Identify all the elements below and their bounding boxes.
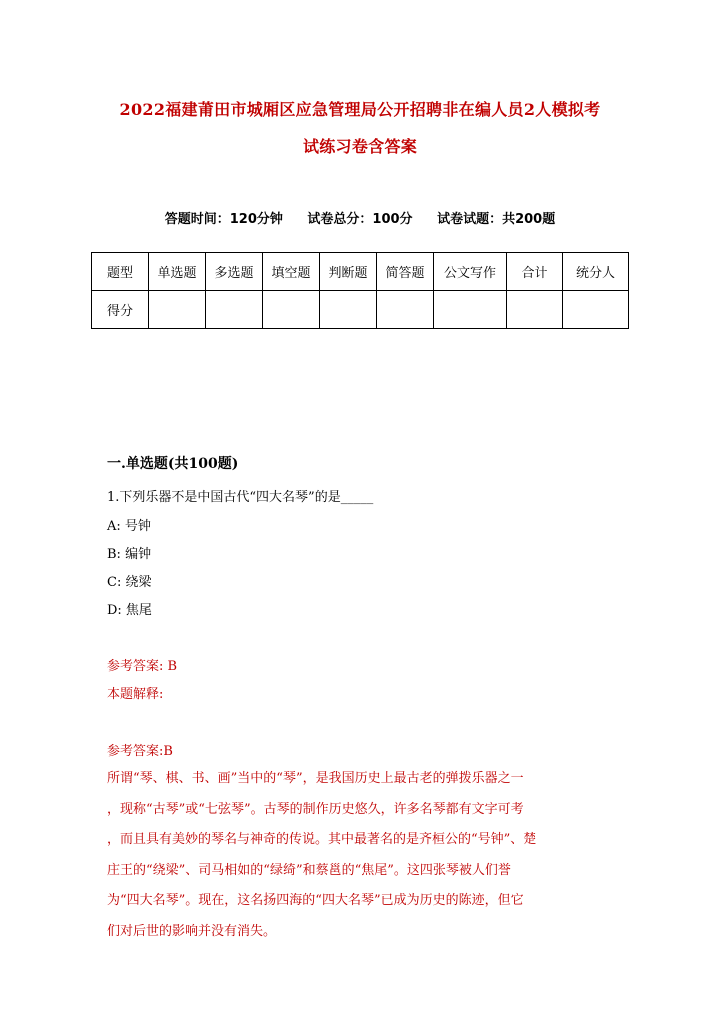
- explanation-answer: 参考答案:B: [107, 744, 173, 759]
- explanation-text: [107, 764, 617, 947]
- option-b: B: 编钟: [107, 547, 152, 562]
- table-header-cell: 填空题: [263, 253, 320, 291]
- section-heading: 一.单选题(共100题): [107, 456, 239, 472]
- table-header-cell: 多选题: [206, 253, 263, 291]
- table-header-cell: 合计: [507, 253, 563, 291]
- score-cell: [377, 291, 434, 329]
- page-title-line-2: 试练习卷含答案: [302, 137, 418, 156]
- table-row-label: 得分: [92, 291, 149, 329]
- table-header-cell: 题型: [92, 253, 149, 291]
- page-title-line-1: 2022福建莆田市城厢区应急管理局公开招聘非在编人员2人模拟考: [119, 100, 601, 119]
- table-header-cell: 统分人: [563, 253, 629, 291]
- explanation-line: 为“四大名琴”。现在，这名扬四海的“四大名琴”已成为历史的陈迹，但它: [107, 893, 524, 908]
- exam-total-questions: 试卷试题：共200题: [437, 212, 556, 227]
- explanation-label: 本题解释:: [107, 687, 164, 702]
- option-d: D: 焦尾: [107, 603, 152, 618]
- score-cell: [507, 291, 563, 329]
- score-cell: [206, 291, 263, 329]
- option-a: A: 号钟: [107, 519, 151, 534]
- table-header-cell: 简答题: [377, 253, 434, 291]
- score-cell: [563, 291, 629, 329]
- score-cell: [149, 291, 206, 329]
- question-text: 1.下列乐器不是中国古代“四大名琴”的是_____: [107, 490, 374, 505]
- score-cell: [434, 291, 507, 329]
- exam-info: [0, 208, 720, 227]
- table-header-cell: 单选题: [149, 253, 206, 291]
- reference-answer: 参考答案: B: [107, 659, 178, 674]
- table-header-cell: 判断题: [320, 253, 377, 291]
- option-c: C: 绕梁: [107, 575, 152, 590]
- score-table: [91, 252, 629, 329]
- exam-time: 答题时间：120分钟: [164, 212, 283, 227]
- exam-total-score: 试卷总分：100分: [307, 212, 413, 227]
- explanation-line: 所谓“琴、棋、书、画”当中的“琴”，是我国历史上最古老的弹拨乐器之一: [107, 771, 524, 786]
- explanation-line: 们对后世的影响并没有消失。: [107, 923, 277, 939]
- explanation-line: ，现称“古琴”或“七弦琴”。古琴的制作历史悠久，许多名琴都有文字可考: [107, 801, 524, 817]
- score-table-score-row: [92, 291, 629, 329]
- explanation-line: ，而且具有美妙的琴名与神奇的传说。其中最著名的是齐桓公的“号钟”、楚: [107, 832, 537, 847]
- explanation-line: 庄王的“绕梁”、司马相如的“绿绮”和蔡邕的“焦尾”。这四张琴被人们誉: [107, 862, 511, 878]
- score-cell: [320, 291, 377, 329]
- table-header-cell: 公文写作: [434, 253, 507, 291]
- score-table-header-row: [92, 253, 629, 291]
- score-cell: [263, 291, 320, 329]
